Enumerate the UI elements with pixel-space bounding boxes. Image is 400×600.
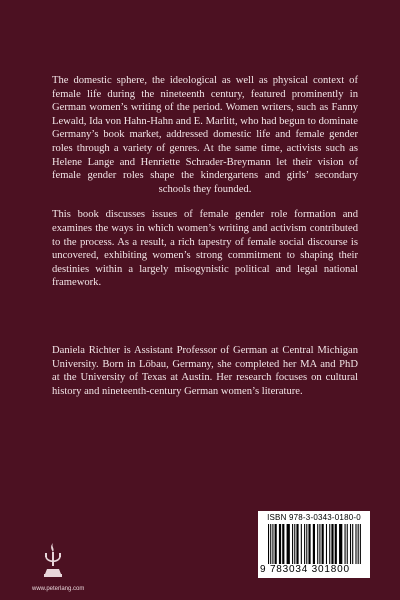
isbn-text: ISBN 978-3-0343-0180-0 (267, 513, 361, 522)
barcode-bar (355, 524, 356, 564)
barcode-bar (304, 524, 305, 564)
barcode-bar (270, 524, 271, 564)
barcode-bar (360, 524, 361, 564)
barcode-bar (294, 524, 295, 564)
barcode-bar (317, 524, 318, 564)
book-blurb (52, 74, 358, 302)
barcode-bar (279, 524, 281, 564)
barcode-bars (268, 524, 362, 564)
barcode-bar (329, 524, 330, 564)
barcode-bar (335, 524, 337, 564)
barcode-bar (326, 524, 327, 564)
barcode-bar (345, 524, 346, 564)
isbn-barcode (258, 511, 370, 578)
barcode-bar (350, 524, 351, 564)
barcode-bar (301, 524, 302, 564)
blurb-paragraph-2: This book discusses issues of female gender role formation and examines the ways in which women’s writing and activism contributed to the process. As a result, a rich tapestry of female social discourse is uncovered, exhibiting women’s strong commitment to shaping their destinies within a largely misogynistic political and legal national framework. (52, 209, 358, 289)
barcode-bar (272, 524, 273, 564)
barcode-bar (331, 524, 333, 564)
barcode-bar (268, 524, 269, 564)
publisher-url: www.peterlang.com (32, 586, 85, 592)
barcode-bar (352, 524, 353, 564)
barcode-bar (306, 524, 307, 564)
blurb-paragraph-1: The domestic sphere, the ideological as well as physical context of female life during the nineteenth century, featured prominently in German women’s writing of the period. Women writers, such as Fanny Lewald, Ida von Hahn-Hahn and E. Marlitt, who had begun to dominate Germany’s book market, addressed domestic life and female gender roles through a variety of genres. At the same time, activists such as Helene Lange and Henriette Schrader-Breymann let their vision of female gender roles shape the kindergartens and girls’ secondary schools they founded. (52, 75, 358, 195)
barcode-bar (313, 524, 315, 564)
barcode-bar (339, 524, 342, 564)
barcode-bar (319, 524, 320, 564)
author-bio: Daniela Richter is Assistant Professor of German at Central Michigan University. Born in Löbau, Germany, she completed her MA and PhD at the University of Texas at Austin. Her research focuses on cultural history and nineteenth-century German women’s literature. (52, 345, 358, 397)
barcode-bar (308, 524, 310, 564)
barcode-bar (296, 524, 298, 564)
barcode-bar (287, 524, 290, 564)
barcode-bar (275, 524, 277, 564)
barcode-digits: 9 783034 301800 (260, 564, 350, 575)
barcode-bar (292, 524, 293, 564)
peter-lang-logo-icon (42, 541, 64, 581)
barcode-bar (282, 524, 284, 564)
barcode-bar (347, 524, 348, 564)
barcode-bar (322, 524, 324, 564)
barcode-bar (358, 524, 359, 564)
